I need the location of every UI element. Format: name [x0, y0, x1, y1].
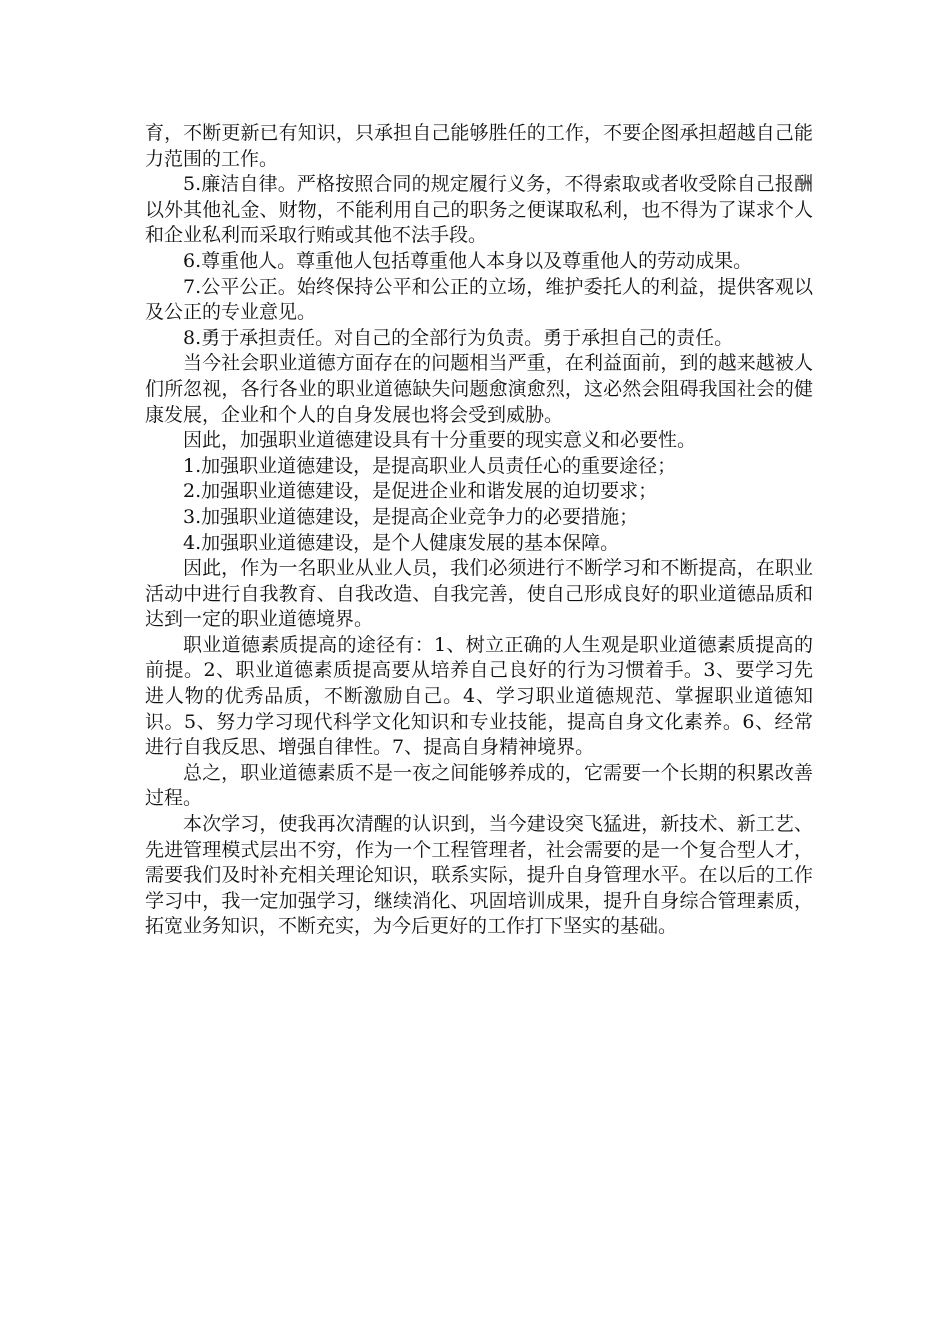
paragraph-summary: 总之，职业道德素质不是一夜之间能够养成的，它需要一个长期的积累改善过程。: [145, 761, 813, 810]
paragraph-current-problems: 当今社会职业道德方面存在的问题相当严重，在利益面前，到的越来越被人们所忽视，各行各业的职业道德缺失问题愈演愈烈，这必然会阻碍我国社会的健康发展，企业和个人的自身发展也将会受到威胁。: [145, 352, 813, 426]
paragraph-continuation: 育，不断更新已有知识，只承担自己能够胜任的工作，不要企图承担超越自己能力范围的工作。: [145, 122, 813, 170]
paragraph-respect-others: 6.尊重他人。尊重他人包括尊重他人本身以及尊重他人的劳动成果。: [183, 249, 753, 272]
paragraph-responsibility: 8.勇于承担责任。对自己的全部行为负责。勇于承担自己的责任。: [183, 326, 734, 349]
paragraph-improvement-paths: 职业道德素质提高的途径有：1、树立正确的人生观是职业道德素质提高的前提。2、职业道德素质提高要从培养自己良好的行为习惯着手。3、要学习先进人物的优秀品质，不断激励自己。4、学习职业道德规范、掌握职业道德知识。5、努力学习现代科学文化知识和专业技能，提高自身文化素养。6、经常进行自我反思、增强自律性。7、提高自身精神境界。: [145, 633, 813, 759]
list-item-4: 4.加强职业道德建设，是个人健康发展的基本保障。: [183, 531, 620, 554]
list-item-3: 3.加强职业道德建设，是提高企业竞争力的必要措施；: [183, 505, 639, 528]
paragraph-integrity: 5.廉洁自律。严格按照合同的规定履行义务，不得索取或者收受除自己报酬以外其他礼金、财物，不能利用自己的职务之便谋取私利，也不得为了谋求个人和企业私利而采取行贿或其他不法手段。: [145, 173, 813, 247]
list-item-2: 2.加强职业道德建设，是促进企业和谐发展的迫切要求；: [183, 480, 658, 503]
paragraph-continuous-learning: 因此，作为一名职业从业人员，我们必须进行不断学习和不断提高，在职业活动中进行自我教育、自我改造、自我完善，使自己形成良好的职业道德品质和达到一定的职业道德境界。: [145, 557, 813, 631]
paragraph-significance: 因此，加强职业道德建设具有十分重要的现实意义和必要性。: [183, 429, 697, 452]
document-body: [145, 121, 813, 940]
list-item-1: 1.加强职业道德建设，是提高职业人员责任心的重要途径；: [183, 454, 677, 477]
paragraph-conclusion: 本次学习，使我再次清醒的认识到，当今建设突飞猛进，新技术、新工艺、先进管理模式层出不穷，作为一个工程管理者，社会需要的是一个复合型人才，需要我们及时补充相关理论知识，联系实际，提升自身管理水平。在以后的工作学习中，我一定加强学习，继续消化、巩固培训成果，提升自身综合管理素质，拓宽业务知识，不断充实，为今后更好的工作打下坚实的基础。: [145, 813, 813, 938]
paragraph-fairness: 7.公平公正。始终保持公平和公正的立场，维护委托人的利益，提供客观以及公正的专业意见。: [145, 275, 813, 324]
